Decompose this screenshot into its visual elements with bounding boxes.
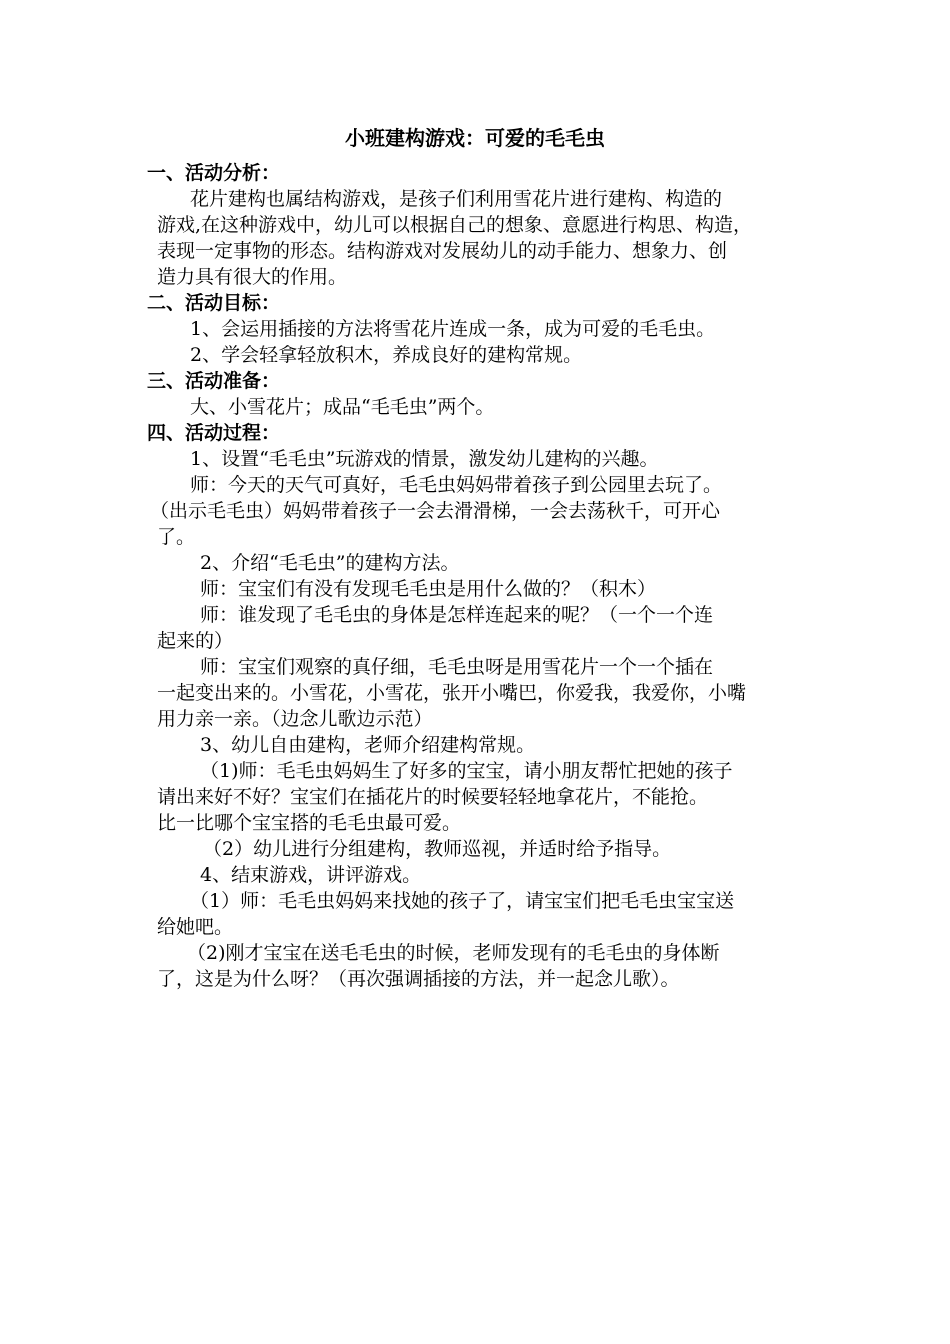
- section-heading-process: 四、活动过程：: [147, 422, 281, 444]
- paragraph-line: 师：宝宝们有没有发现毛毛虫是用什么做的？（积木）: [200, 578, 657, 600]
- paragraph-line: 给她吧。: [157, 916, 234, 938]
- paragraph-line: 了，这是为什么呀？（再次强调插接的方法，并一起念儿歌）。: [157, 968, 680, 990]
- paragraph-line: （1）师：毛毛虫妈妈来找她的孩子了，请宝宝们把毛毛虫宝宝送: [190, 890, 735, 912]
- paragraph-line: 游戏,在这种游戏中，幼儿可以根据自己的想象、意愿进行构思、构造，: [157, 214, 753, 236]
- paragraph-line: （1)师：毛毛虫妈妈生了好多的宝宝，请小朋友帮忙把她的孩子: [200, 760, 733, 782]
- paragraph-line: 2、介绍“毛毛虫”的建构方法。: [200, 552, 460, 574]
- paragraph-line: 师：今天的天气可真好，毛毛虫妈妈带着孩子到公园里去玩了。: [190, 474, 723, 496]
- paragraph-line: 造力具有很大的作用。: [157, 266, 348, 288]
- paragraph-line: 起来的）: [157, 630, 234, 652]
- paragraph-line: 表现一定事物的形态。结构游戏对发展幼儿的动手能力、想象力、创: [157, 240, 728, 262]
- paragraph-line: 师：谁发现了毛毛虫的身体是怎样连起来的呢？（一个一个连: [200, 604, 714, 626]
- document-title: 小班建构游戏：可爱的毛毛虫: [345, 126, 605, 150]
- section-heading-goals: 二、活动目标：: [147, 292, 281, 314]
- paragraph-line: 了。: [157, 526, 196, 548]
- paragraph-line: 师：宝宝们观察的真仔细，毛毛虫呀是用雪花片一个一个插在: [200, 656, 714, 678]
- paragraph-line: 花片建构也属结构游戏，是孩子们利用雪花片进行建构、构造的: [190, 188, 723, 210]
- paragraph-line: （2)刚才宝宝在送毛毛虫的时候，老师发现有的毛毛虫的身体断: [187, 942, 720, 964]
- section-heading-analysis: 一、活动分析：: [147, 162, 281, 184]
- paragraph-line: 4、结束游戏，讲评游戏。: [200, 864, 422, 886]
- paragraph-line: 1、设置“毛毛虫”玩游戏的情景，激发幼儿建构的兴趣。: [190, 448, 659, 470]
- paragraph-line: 3、幼儿自由建构，老师介绍建构常规。: [200, 734, 536, 756]
- paragraph-line: （2）幼儿进行分组建构，教师巡视，并适时给予指导。: [203, 838, 672, 860]
- section-heading-preparation: 三、活动准备：: [147, 370, 281, 392]
- paragraph-line: 一起变出来的。小雪花，小雪花，张开小嘴巴，你爱我，我爱你，小嘴: [157, 682, 747, 704]
- paragraph-line: 2、学会轻拿轻放积木，养成良好的建构常规。: [190, 344, 583, 366]
- paragraph-line: 大、小雪花片；成品“毛毛虫”两个。: [190, 396, 495, 418]
- paragraph-line: 用力亲一亲。（边念儿歌边示范）: [157, 708, 433, 730]
- paragraph-line: 1、会运用插接的方法将雪花片连成一条，成为可爱的毛毛虫。: [190, 318, 716, 340]
- paragraph-line: 请出来好不好？宝宝们在插花片的时候要轻轻地拿花片，不能抢。: [157, 786, 709, 808]
- paragraph-line: 比一比哪个宝宝搭的毛毛虫最可爱。: [157, 812, 462, 834]
- paragraph-line: （出示毛毛虫）妈妈带着孩子一会去滑滑梯，一会去荡秋千，可开心: [150, 500, 721, 522]
